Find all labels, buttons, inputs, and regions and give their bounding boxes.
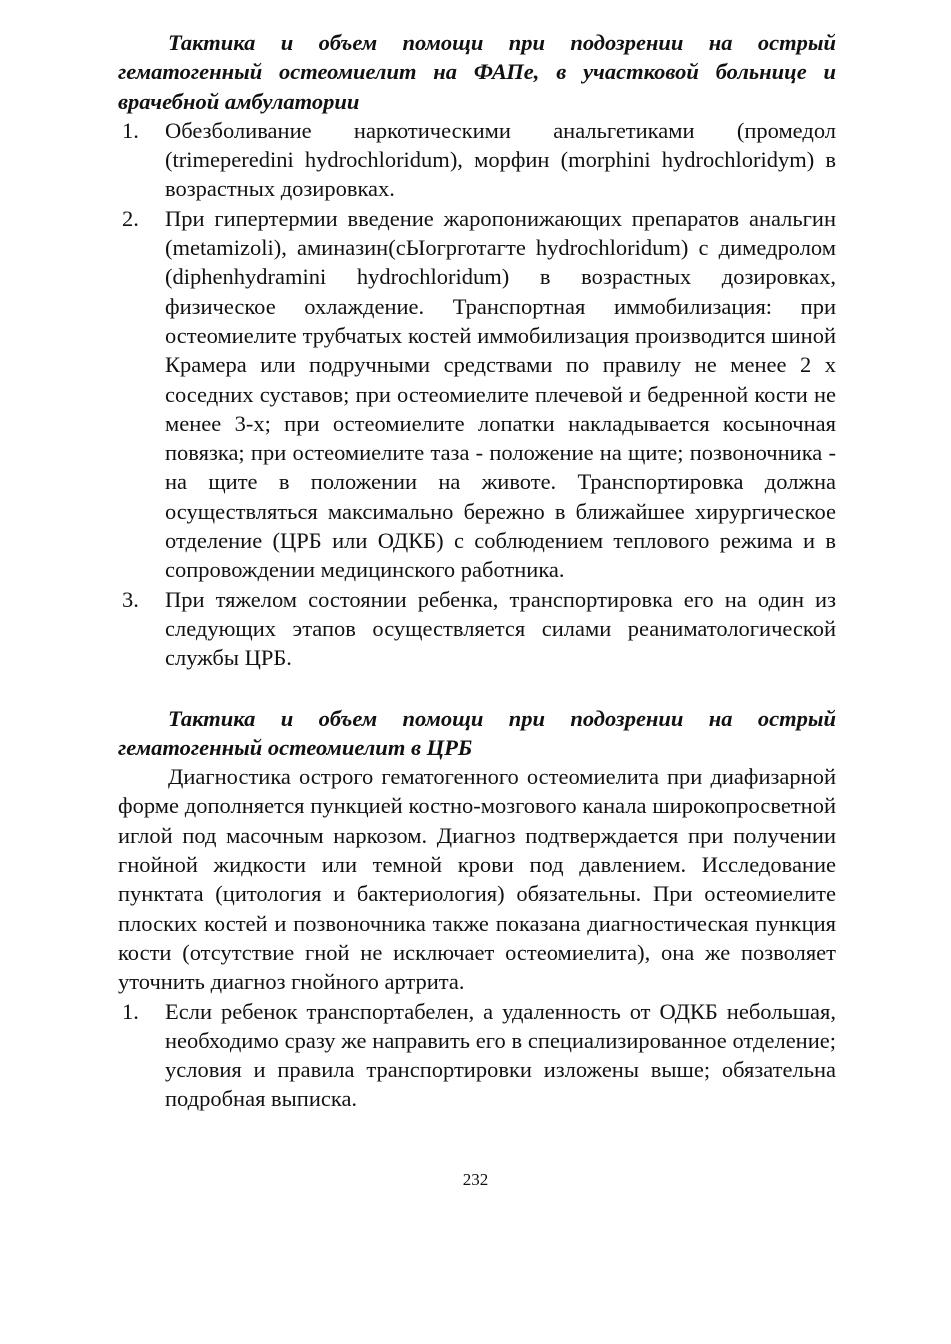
list-item [118,997,836,1114]
list-item-number: 1. [122,117,139,143]
section-heading-crb: Тактика и объем помощи при подозрении на острый гематогенный остеомиелит в ЦРБ [118,705,836,760]
diagnostics-paragraph: Диагностика острого гематогенного остеомиелита при диафизарной форме дополняется пункцией костно-мозгового канала широкопросветной иглой под масочным наркозом. Диагноз подтверждается при получении гнойной жидкости или темной крови под давлением. Исследование пунктата (цитология и бактериология) обязательны. При остеомиелите плоских костей и позвоночника также показана диагностическая пункция кости (отсутствие гной не исключает остеомиелита), она же позволяет уточнить диагноз гнойного артрита. [118,764,836,995]
list-item-text: При гипертермии введение жаропонижающих препаратов анальгин (metamizoli), аминазин(сЫогрготагте hydrochloridum) с димедролом (diphenhydramini hydrochloridum) в возрастных дозировках, физическое охлаждение. Транспортная иммобилизация: при остеомиелите трубчатых костей иммобилизация производится шиной Крамера или подручными средствами по правилу не менее 2 х соседних суставов; при остеомиелите плечевой и бедренной кости не менее 3-х; при остеомиелите лопатки накладывается косыночная повязка; при остеомиелите таза - положение на щите; позвоночника - на щите в положении на животе. Транспортировка должна осуществляться максимально бережно в ближайшее хирургическое отделение (ЦРБ или ОДКБ) с соблюдением теплового режима и в сопровождении медицинского работника. [165,205,836,583]
list-item-text: Обезболивание наркотическими анальгетиками (промедол (trimeperedini hydrochloridum), морфин (morphini hydrochloridym) в возрастных дозировках. [165,117,836,202]
fap-steps-list [118,116,836,673]
section-heading-fap: Тактика и объем помощи при подозрении на острый гематогенный остеомиелит на ФАПе, в участковой больнице и врачебной амбулатории [118,30,836,114]
list-item-text: Если ребенок транспортабелен, а удаленность от ОДКБ небольшая, необходимо сразу же направить его в специализированное отделение; условия и правила транспортировки изложены выше; обязательна подробная выписка. [165,998,836,1112]
list-item [118,116,836,204]
list-item-number: 3. [122,586,139,612]
list-item-number: 1. [122,998,139,1024]
crb-steps-list [118,997,836,1114]
list-item [118,204,836,585]
list-item [118,585,836,673]
document-page [118,28,836,1114]
list-item-text: При тяжелом состоянии ребенка, транспортировка его на один из следующих этапов осуществляется силами реаниматологической службы ЦРБ. [165,586,836,671]
list-item-number: 2. [122,205,139,231]
page-number: 232 [462,1170,489,1189]
section-spacer [118,673,836,704]
